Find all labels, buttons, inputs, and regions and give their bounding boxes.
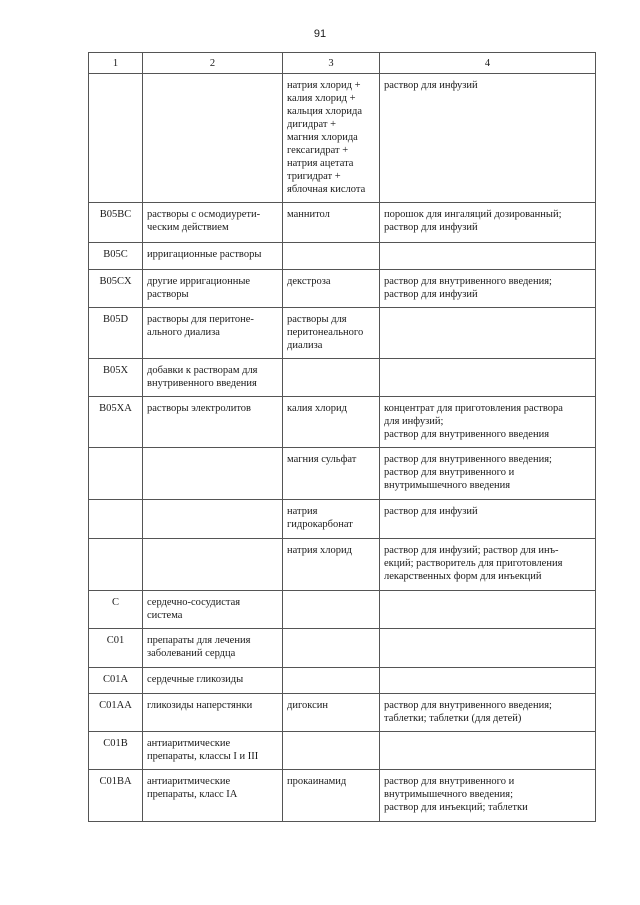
table-row (89, 359, 596, 397)
table-row (89, 539, 596, 591)
atc-code-cell: C01A (89, 668, 143, 694)
column-header: 4 (380, 53, 596, 74)
atc-code-cell (89, 448, 143, 500)
table-row (89, 243, 596, 270)
drug-cell (283, 591, 380, 629)
drug-cell (283, 629, 380, 668)
drug-cell (283, 359, 380, 397)
table-row (89, 448, 596, 500)
table-row (89, 770, 596, 822)
table-row (89, 629, 596, 668)
table-row (89, 74, 596, 203)
dosage-form-cell (380, 668, 596, 694)
drug-cell: прокаинамид (283, 770, 380, 822)
group-cell (143, 448, 283, 500)
drug-cell: натрия гидрокарбонат (283, 500, 380, 539)
atc-code-cell: B05D (89, 308, 143, 359)
dosage-form-cell: раствор для внутривенного введения; раствор для внутривенного и внутримышечного введения (380, 448, 596, 500)
page-number: 91 (313, 28, 327, 40)
column-header: 2 (143, 53, 283, 74)
dosage-form-cell: раствор для внутривенного введения; таблетки; таблетки (для детей) (380, 694, 596, 732)
atc-code-cell: B05XA (89, 397, 143, 448)
table-row (89, 203, 596, 243)
column-header: 1 (89, 53, 143, 74)
atc-code-cell: C01BA (89, 770, 143, 822)
dosage-form-cell (380, 308, 596, 359)
drug-cell: растворы для перитонеального диализа (283, 308, 380, 359)
dosage-form-cell (380, 629, 596, 668)
group-cell: другие ирригационные растворы (143, 270, 283, 308)
atc-code-cell: B05CX (89, 270, 143, 308)
drug-cell (283, 243, 380, 270)
atc-code-cell (89, 539, 143, 591)
drug-cell: маннитол (283, 203, 380, 243)
drug-cell: магния сульфат (283, 448, 380, 500)
group-cell (143, 500, 283, 539)
atc-code-cell: C (89, 591, 143, 629)
drug-cell: натрия хлорид + калия хлорид + кальция хлорида дигидрат + магния хлорида гексагидрат + натрия ацетата тригидрат + яблочная кислота (283, 74, 380, 203)
table-row (89, 591, 596, 629)
atc-code-cell: B05C (89, 243, 143, 270)
group-cell: препараты для лечения заболеваний сердца (143, 629, 283, 668)
group-cell: растворы электролитов (143, 397, 283, 448)
group-cell (143, 539, 283, 591)
group-cell: ирригационные растворы (143, 243, 283, 270)
group-cell: растворы для перитоне- ального диализа (143, 308, 283, 359)
table-row (89, 397, 596, 448)
group-cell (143, 74, 283, 203)
drug-cell: дигоксин (283, 694, 380, 732)
dosage-form-cell (380, 732, 596, 770)
atc-code-cell: C01AA (89, 694, 143, 732)
atc-code-cell: B05X (89, 359, 143, 397)
table-row (89, 694, 596, 732)
drug-cell: калия хлорид (283, 397, 380, 448)
table-row (89, 308, 596, 359)
group-cell: добавки к растворам для внутривенного введения (143, 359, 283, 397)
group-cell: гликозиды наперстянки (143, 694, 283, 732)
group-cell: сердечно-сосудистая система (143, 591, 283, 629)
group-cell: сердечные гликозиды (143, 668, 283, 694)
table-row (89, 270, 596, 308)
atc-code-cell: B05BC (89, 203, 143, 243)
atc-code-cell (89, 74, 143, 203)
group-cell: растворы с осмодиурети- ческим действием (143, 203, 283, 243)
dosage-form-cell: раствор для внутривенного и внутримышечного введения; раствор для инъекций; таблетки (380, 770, 596, 822)
drug-cell: натрия хлорид (283, 539, 380, 591)
group-cell: антиаритмические препараты, классы I и III (143, 732, 283, 770)
column-header: 3 (283, 53, 380, 74)
table-row (89, 668, 596, 694)
group-cell: антиаритмические препараты, класс IA (143, 770, 283, 822)
table-header-row (89, 53, 596, 74)
drug-cell: декстроза (283, 270, 380, 308)
dosage-form-cell (380, 591, 596, 629)
drug-cell (283, 732, 380, 770)
atc-code-cell: C01 (89, 629, 143, 668)
dosage-form-cell (380, 359, 596, 397)
drug-table (88, 52, 596, 822)
atc-code-cell: C01B (89, 732, 143, 770)
drug-cell (283, 668, 380, 694)
atc-code-cell (89, 500, 143, 539)
table-row (89, 732, 596, 770)
dosage-form-cell: раствор для инфузий (380, 500, 596, 539)
dosage-form-cell: раствор для внутривенного введения; раствор для инфузий (380, 270, 596, 308)
dosage-form-cell: концентрат для приготовления раствора для инфузий; раствор для внутривенного введения (380, 397, 596, 448)
dosage-form-cell (380, 243, 596, 270)
dosage-form-cell: раствор для инфузий; раствор для инъ- екций; растворитель для приготовления лекарственных форм для инъекций (380, 539, 596, 591)
dosage-form-cell: раствор для инфузий (380, 74, 596, 203)
dosage-form-cell: порошок для ингаляций дозированный; раствор для инфузий (380, 203, 596, 243)
table-row (89, 500, 596, 539)
